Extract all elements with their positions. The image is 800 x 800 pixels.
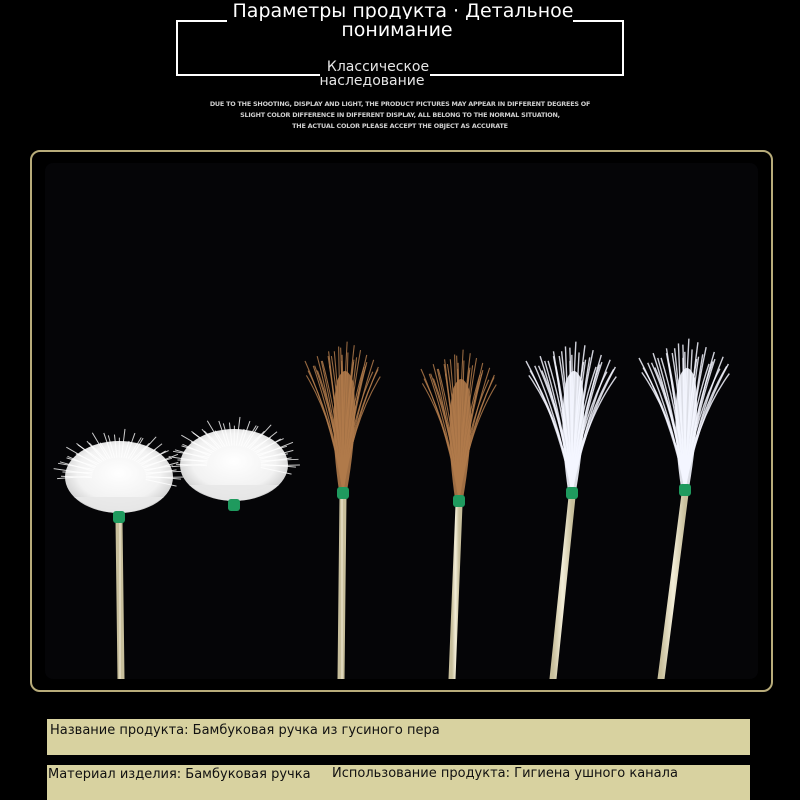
disclaimer-line: THE ACTUAL COLOR PLEASE ACCEPT THE OBJECT AS ACCURATE (292, 122, 508, 130)
disclaimer-line: SLIGHT COLOR DIFFERENCE IN DIFFERENT DISPLAY, ALL BELONG TO THE NORMAL SITUATION, (240, 111, 560, 119)
bamboo-handle (553, 497, 572, 679)
ear-pick-3 (305, 342, 380, 679)
ear-pick-2 (169, 417, 300, 679)
bamboo-handle (119, 521, 121, 679)
ear-pick-6 (639, 339, 729, 679)
material-label: Материал изделия: Бамбуковая ручка (48, 767, 311, 782)
fluff-bottom (74, 497, 164, 513)
ear-pick-4 (421, 350, 496, 679)
bamboo-handle (661, 494, 685, 679)
page-subtitle-text: Классическое наследование (319, 59, 430, 89)
bamboo-handle (452, 505, 459, 679)
green-band (113, 511, 125, 523)
page-title-text: Параметры продукта · Детальное понимание (227, 0, 574, 41)
ear-pick-5 (526, 342, 616, 679)
green-band (453, 495, 465, 507)
green-band (679, 484, 691, 496)
disclaimer-line: DUE TO THE SHOOTING, DISPLAY AND LIGHT, THE PRODUCT PICTURES MAY APPEAR IN DIFFERENT DEGREES OF (209, 100, 591, 108)
product-photo-svg (45, 163, 758, 679)
feather-core (562, 371, 584, 491)
fluff-strand (177, 460, 207, 461)
green-band (337, 487, 349, 499)
product-photo (45, 163, 758, 679)
page-subtitle (300, 60, 450, 88)
usage-label: Использование продукта: Гигиена ушного канала (332, 766, 678, 781)
spec-bar-details (47, 765, 750, 800)
ear-pick-1 (54, 429, 185, 679)
page-title (176, 2, 624, 40)
disclaimer (200, 99, 600, 132)
feather-core (675, 368, 697, 488)
feather-core (333, 371, 355, 491)
product-name-label: Название продукта: Бамбуковая ручка из гусиного пера (50, 723, 440, 738)
bamboo-handle (341, 497, 343, 679)
green-band (566, 487, 578, 499)
spec-bar-name (47, 719, 750, 755)
fluff-strand (62, 472, 92, 473)
feather-core (449, 379, 471, 499)
green-band (228, 499, 240, 511)
fluff-bottom (189, 485, 279, 501)
